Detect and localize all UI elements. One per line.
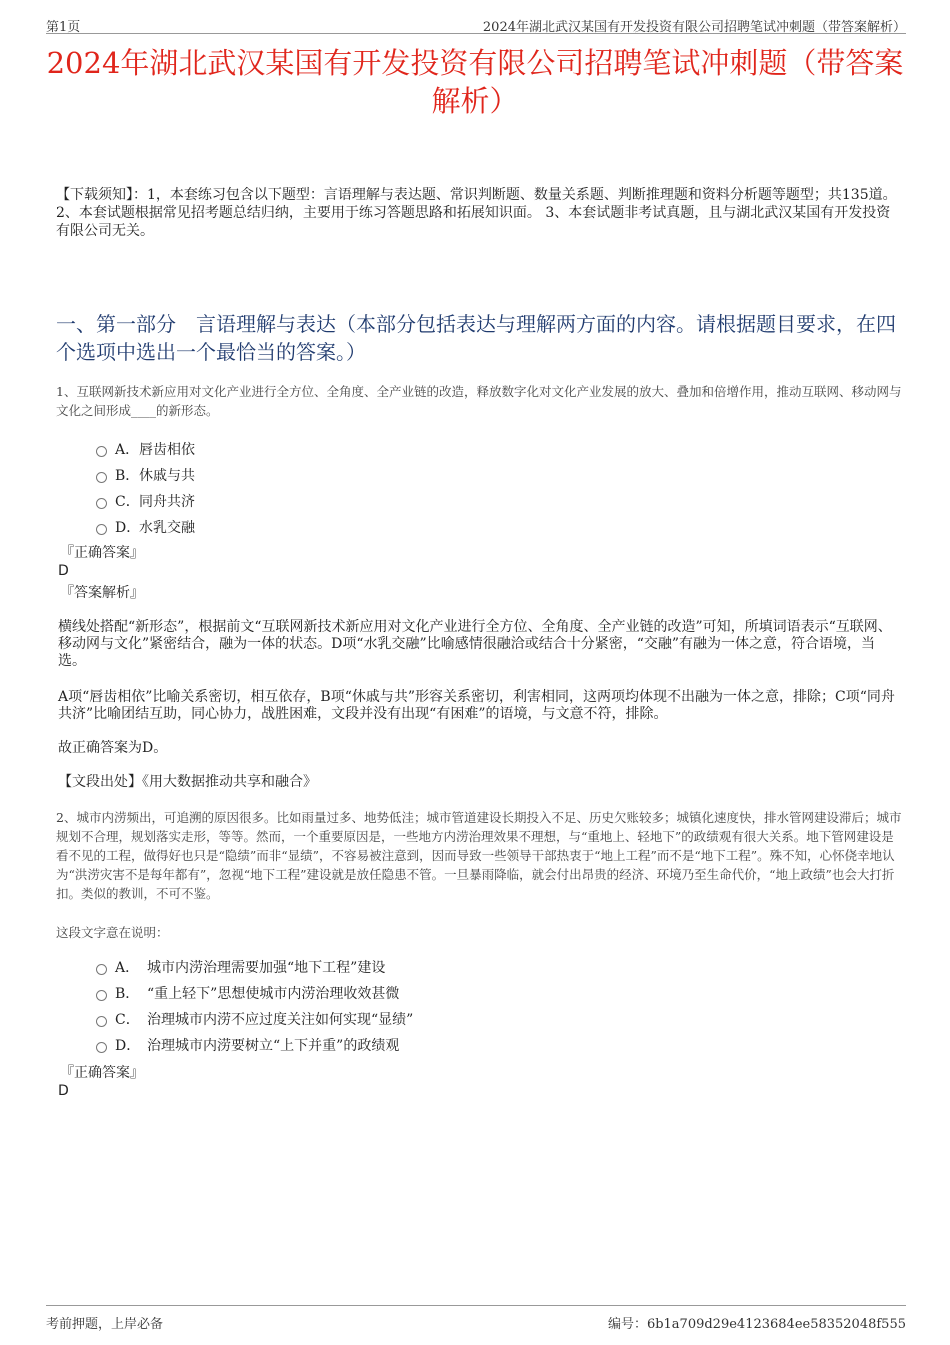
question-2-options [96, 954, 796, 1058]
radio-icon[interactable] [96, 446, 107, 457]
question-1-source: 【文段出处】《用大数据推动共享和融合》 [58, 774, 317, 790]
question-1-analysis-paragraph-2: A项“唇齿相依”比喻关系密切，相互依存，B项“休戚与共”形容关系密切，利害相同，这两项均体现不出融为一体之意，排除；C项“同舟共济”比喻团结互助，同心协力，战胜困难，文段并没有出现“有困难”的语境，与文意不符，排除。 [58, 689, 895, 722]
question-1-answer: D [58, 563, 69, 579]
question-2-option-a[interactable]: A． 城市内涝治理需要加强“地下工程”建设 [96, 954, 796, 980]
footer-document-id: 编号：6b1a709d29e4123684ee58352048f555 [607, 1317, 906, 1332]
question-1-analysis-label: 『答案解析』 [60, 585, 144, 601]
question-1-analysis-conclusion: 故正确答案为D。 [58, 740, 168, 756]
question-1-option-a[interactable]: A． 唇齿相依 [96, 436, 796, 462]
radio-icon[interactable] [96, 1042, 107, 1053]
header-doc-title: 2024年湖北武汉某国有开发投资有限公司招聘笔试冲刺题（带答案解析） [482, 20, 906, 35]
question-2-prompt: 这段文字意在说明： [56, 925, 169, 940]
question-2-answer-label: 『正确答案』 [60, 1065, 144, 1081]
question-2-option-d[interactable]: D． 治理城市内涝要树立“上下并重”的政绩观 [96, 1032, 796, 1058]
radio-icon[interactable] [96, 964, 107, 975]
question-1-options [96, 436, 796, 540]
question-1-option-c[interactable]: C． 同舟共济 [96, 488, 796, 514]
page-header [46, 14, 906, 34]
question-1-analysis-paragraph-1: 横线处搭配“新形态”，根据前文“互联网新技术新应用对文化产业进行全方位、全角度、全产业链的改造”可知，所填词语表示“互联网、移动网与文化”紧密结合，融为一体的状态。D项“水乳交融”比喻感情很融洽或结合十分紧密，“交融”有融为一体之意，符合语境，当选。 [58, 619, 892, 669]
question-1-option-b[interactable]: B． 休戚与共 [96, 462, 796, 488]
radio-icon[interactable] [96, 1016, 107, 1027]
page-number: 第1页 [46, 20, 81, 35]
download-notice: 【下载须知】：1，本套练习包含以下题型：言语理解与表达题、常识判断题、数量关系题、判断推理题和资料分析题等题型；共135道。 2、本套试题根据常见招考题总结归纳，主要用于练习答题思路和拓展知识面。 3、本套试题非考试真题，且与湖北武汉某国有开发投资有限公司无关。 [56, 187, 897, 239]
question-2-option-b[interactable]: B． “重上轻下”思想使城市内涝治理收效甚微 [96, 980, 796, 1006]
section-title: 一、第一部分 言语理解与表达（本部分包括表达与理解两方面的内容。请根据题目要求，在四个选项中选出一个最恰当的答案。） [56, 312, 896, 364]
question-2-answer: D [58, 1083, 69, 1099]
radio-icon[interactable] [96, 990, 107, 1001]
question-1-option-d[interactable]: D． 水乳交融 [96, 514, 796, 540]
radio-icon[interactable] [96, 498, 107, 509]
footer-slogan: 考前押题，上岸必备 [46, 1317, 164, 1332]
page-footer [46, 1305, 906, 1335]
question-2-text: 2、城市内涝频出，可追溯的原因很多。比如雨量过多、地势低洼；城市管道建设长期投入不足、历史欠账较多；城镇化速度快，排水管网建设滞后；城市规划不合理，规划落实走形，等等。然而，一个重要原因是，一些地方内涝治理效果不理想，与“重地上、轻地下”的政绩观有很大关系。地下管网建设是看不见的工程，做得好也只是“隐绩”而非“显绩”，不容易被注意到，因而导致一些领导干部热衷于“地上工程”而不是“地下工程”。殊不知，心怀侥幸地认为“洪涝灾害不是每年都有”，忽视“地下工程”建设就是放任隐患不管。一旦暴雨降临，就会付出昂贵的经济、环境乃至生命代价，“地上政绩”也会大打折扣。类似的教训，不可不鉴。 [56, 810, 902, 901]
radio-icon[interactable] [96, 524, 107, 535]
radio-icon[interactable] [96, 472, 107, 483]
question-1-text: 1、互联网新技术新应用对文化产业进行全方位、全角度、全产业链的改造，释放数字化对文化产业发展的放大、叠加和倍增作用，推动互联网、移动网与文化之间形成____的新形态。 [56, 384, 902, 418]
question-2-option-c[interactable]: C． 治理城市内涝不应过度关注如何实现“显绩” [96, 1006, 796, 1032]
question-1-answer-label: 『正确答案』 [60, 545, 144, 561]
document-title: 2024年湖北武汉某国有开发投资有限公司招聘笔试冲刺题（带答案解析） [46, 46, 904, 118]
